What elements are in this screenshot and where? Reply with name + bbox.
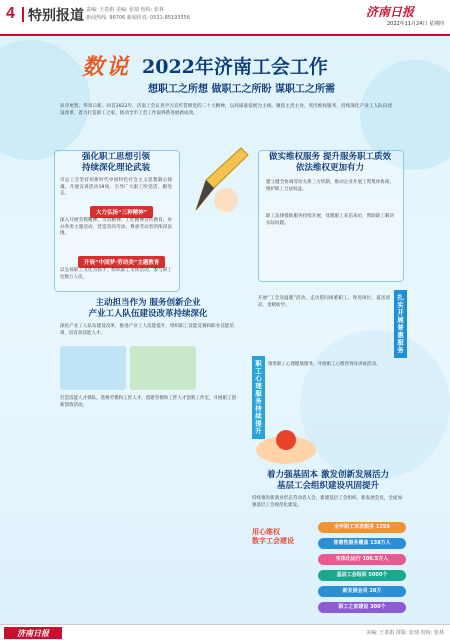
stat-item: 实体化运行 106.5万人 — [318, 554, 406, 565]
section3-body2: 打造技能人才梯队，选树劳模和工匠人才，创建劳模和工匠人才创新工作室，开展职工创新创效活动。 — [60, 396, 236, 408]
editors-line: 责编: 王希娟 美编: 张琦 校检: 张林 — [86, 7, 165, 13]
page-footer — [0, 624, 450, 640]
section-title: 特别报道 — [28, 8, 84, 24]
section1-body3: 以弘扬职工文化为抓手，组织职工文体活动，参与职工达数万人次。 — [60, 268, 172, 280]
hero-kicker: 数说 — [82, 54, 131, 80]
section2-body3: 开展“工会送温暖”活动，走访慰问困难职工，春送岗位、夏送清凉、金秋助学。 — [258, 296, 390, 308]
issue-date: 2022年11月24日 星期四 — [386, 21, 444, 27]
stat-item: 职工之家建设 300个 — [318, 602, 406, 613]
slogan: 用心维权 数字工会建设 — [252, 528, 294, 545]
section2-body4: 推进职工心理健康服务，开展职工心理咨询及讲座活动。 — [268, 362, 381, 367]
section2-vtab1: 扎实开展普惠服务 — [394, 290, 407, 358]
stat-item: 新发展会员 28万 — [318, 586, 406, 597]
photo-placeholder — [60, 346, 126, 390]
header-divider — [22, 7, 24, 22]
stats-list — [318, 522, 410, 618]
section1-body2: 深入开展劳模精神、劳动精神、工匠精神宣传教育，举办各类主题活动，营造崇尚劳动、尊重劳动者的浓厚氛围。 — [60, 218, 172, 237]
footer-editors: 美编: 王希娟 排版: 张琦 校检: 张林 — [365, 630, 444, 636]
section4-heading: 着力强基固本 激发创新发展活力 基层工会组织建设巩固提升 — [267, 470, 389, 491]
hero-subtitle: 想职工之所想 做职工之所盼 谋职工之所需 — [148, 84, 335, 95]
footer-logo: 济南日报 — [4, 627, 62, 639]
photo-placeholder — [130, 346, 196, 390]
section3-heading: 主动担当作为 服务创新企业 产业工人队伍建设改革持续深化 — [88, 298, 208, 319]
intro-paragraph: 岁序更替、华章日新。回首2022年，济南工会认真学习宣传贯彻党的二十大精神，以高质量发展为主线，聚焦主责主业，突出维权服务，持续深化产业工人队伍建设改革，着力打造职工之家，推动全市工会工作取得新进展新成效。 — [60, 104, 392, 116]
section4-body: 持续推进新就业形态劳动者入会，新建基层工会组织，新发展会员，全面加强基层工会规范化建设。 — [252, 496, 402, 508]
page-number: 4 — [6, 5, 15, 22]
pen-illustration — [186, 140, 256, 220]
stat-item: 基层工会组织 5000个 — [318, 570, 406, 581]
section2-vtab2: 职工心理服务持续提升 — [252, 356, 265, 439]
hero-title: 2022年济南工会工作 — [142, 56, 328, 78]
page-header — [0, 0, 450, 36]
stat-item: 普惠性服务覆盖 138万人 — [318, 538, 406, 549]
hands-illustration — [250, 420, 322, 468]
section1-tag2: 开展“中国梦·劳动美”主题教育 — [78, 256, 165, 268]
section2-body: 建立健全协调劳动关系三方机制，推动企业开展工资集体协商，维护职工合法权益。 — [266, 180, 394, 192]
newspaper-logo: 济南日报 — [365, 5, 414, 19]
stat-item: 全年职工诉求服务 1259 — [318, 522, 406, 533]
section2-heading: 做实维权服务 提升服务职工质效 依法维权更加有力 — [269, 152, 391, 173]
section1-tag1: 大力弘扬“三种精神” — [90, 206, 153, 218]
section1-heading: 强化职工思想引领 持续深化理论武装 — [81, 152, 150, 173]
section1-body: 市总工会坚持用新时代中国特色社会主义思想凝心铸魂，开展宣讲活动19场，引导广大职工听党话、跟党走。 — [60, 178, 172, 197]
decor-circle — [300, 330, 450, 480]
section2-body2: 职工法律援助服务持续开展，受理职工来信来访，帮助职工解决实际问题。 — [266, 214, 394, 226]
section3-body: 深化产业工人队伍建设改革，推进产业工人技能提升，组织职工技能竞赛和职业技能培训，培育高技能人才。 — [60, 324, 234, 336]
hotline-line: 新闻热线: 96706 新闻传真: 0531-85193556 — [86, 15, 191, 21]
